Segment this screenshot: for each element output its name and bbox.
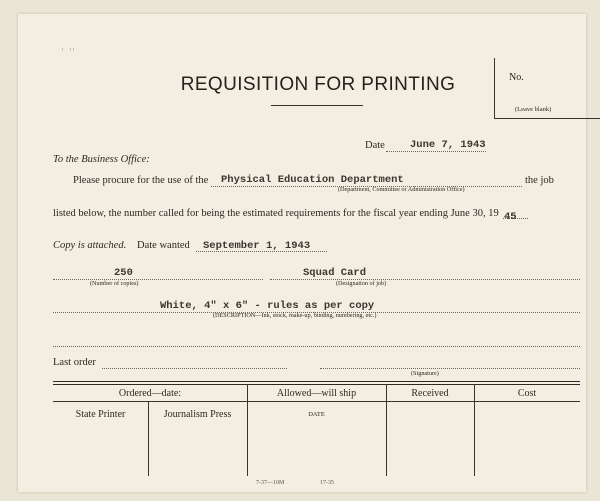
copy-attached: Copy is attached. xyxy=(53,240,127,251)
number-label: No. xyxy=(509,72,524,83)
copies-caption: (Number of copies) xyxy=(90,280,139,287)
table-top-rule xyxy=(53,381,580,385)
description-caption: (DESCRIPTION—Ink, stock, make-up, binding, numbering, etc.) xyxy=(213,312,377,319)
corner-mark: ' '' xyxy=(62,47,77,56)
copies-value[interactable]: 250 xyxy=(114,267,133,279)
ordered-header: Ordered—date: xyxy=(118,388,182,399)
procure-prefix: Please procure for the use of the xyxy=(73,175,209,186)
last-order-label: Last order xyxy=(53,357,96,368)
number-note: (Leave blank) xyxy=(515,106,552,113)
requisition-form xyxy=(18,14,586,492)
salutation: To the Business Office: xyxy=(53,154,150,165)
department-value[interactable]: Physical Education Department xyxy=(221,174,404,186)
date-column-label: DATE xyxy=(308,411,325,418)
description-value[interactable]: White, 4" x 6" - rules as per copy xyxy=(160,300,375,312)
received-header: Received xyxy=(411,388,449,399)
signature-caption: (Signature) xyxy=(411,370,439,377)
footer-code-left: 7-37—10M xyxy=(256,480,285,486)
last-order-dotted-line xyxy=(102,368,287,369)
fiscal-year-value[interactable]: 45 xyxy=(504,211,517,223)
date-dotted-line xyxy=(386,151,486,152)
blank-dotted-line xyxy=(53,346,580,347)
designation-caption: (Designation of job) xyxy=(336,280,387,287)
copies-dotted-line xyxy=(53,279,263,280)
footer-code-right: 17-35 xyxy=(320,480,334,486)
title-underline xyxy=(271,105,363,106)
date-wanted-label: Date wanted xyxy=(137,240,190,251)
date-wanted-value[interactable]: September 1, 1943 xyxy=(203,240,311,252)
allowed-header: Allowed—will ship xyxy=(276,388,357,399)
journalism-press-label: Journalism Press xyxy=(163,409,232,420)
department-caption: (Department, Committee or Administration Office) xyxy=(338,186,465,193)
date-value[interactable]: June 7, 1943 xyxy=(410,139,486,151)
fiscal-text: listed below, the number called for being the estimated requirements for the fiscal year ending June 30, 19 xyxy=(53,208,499,219)
designation-value[interactable]: Squad Card xyxy=(303,267,367,279)
cost-header: Cost xyxy=(517,388,537,399)
state-printer-label: State Printer xyxy=(75,409,126,420)
procure-suffix: the job xyxy=(525,175,554,186)
signature-dotted-line xyxy=(320,368,580,369)
form-title: REQUISITION FOR PRINTING xyxy=(180,74,456,95)
table-header-rule xyxy=(53,401,580,402)
designation-dotted-line xyxy=(270,279,580,280)
date-label: Date xyxy=(365,140,385,151)
